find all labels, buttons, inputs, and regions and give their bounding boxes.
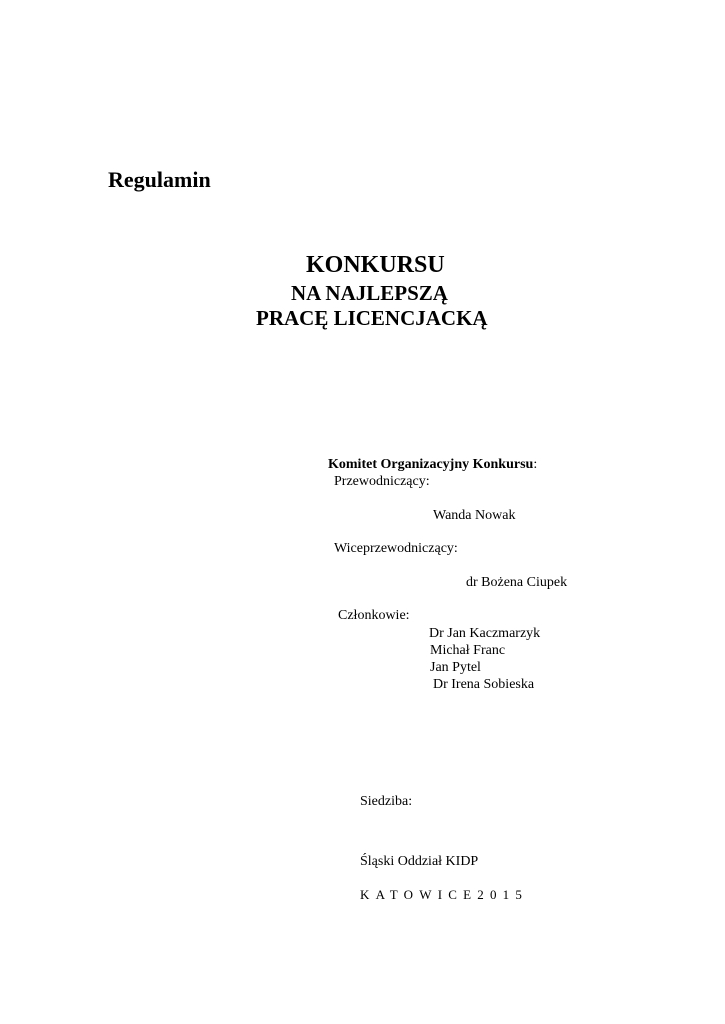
chair-name: Wanda Nowak: [433, 508, 516, 523]
seat-name: Śląski Oddział KIDP: [360, 854, 479, 869]
member-item: Jan Pytel: [430, 660, 481, 675]
committee-heading-colon: :: [533, 457, 538, 472]
title-line-3: PRACĘ LICENCJACKĄ: [256, 306, 488, 330]
committee-heading-bold: Komitet Organizacyjny Konkursu: [328, 457, 534, 472]
member-item: Dr Irena Sobieska: [433, 677, 535, 692]
seat-city-year: KATOWICE2015: [360, 887, 529, 902]
vice-chair-label: Wiceprzewodniczący:: [334, 541, 458, 556]
committee-heading: [328, 457, 537, 473]
members-label: Członkowie:: [338, 608, 410, 623]
title-line-1: KONKURSU: [306, 252, 445, 278]
seat-label: Siedziba:: [360, 794, 413, 809]
chair-label: Przewodniczący:: [334, 474, 430, 489]
member-item: Michał Franc: [430, 643, 506, 658]
member-item: Dr Jan Kaczmarzyk: [429, 626, 541, 641]
title-line-2: NA NAJLEPSZĄ: [291, 281, 448, 305]
document-heading: Regulamin: [108, 167, 211, 192]
vice-chair-name: dr Bożena Ciupek: [466, 575, 568, 590]
